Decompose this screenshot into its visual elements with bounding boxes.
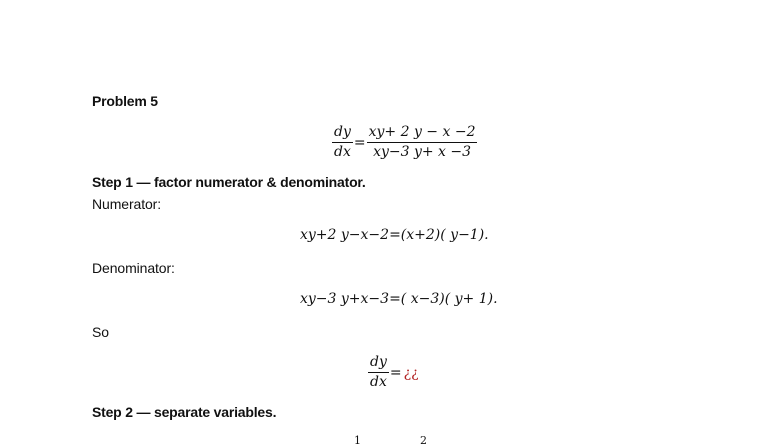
so-equation: [368, 354, 420, 391]
main-equation: [332, 124, 477, 161]
so-rhs-error-glyphs: ¿¿: [403, 364, 419, 381]
numerator-label: Numerator:: [92, 196, 162, 212]
main-lhs-numerator: dy: [332, 124, 353, 143]
so-equals-sign: =: [389, 364, 402, 381]
so-lhs-denominator: dx: [370, 374, 387, 390]
problem-title: Problem 5: [92, 93, 158, 109]
main-lhs-fraction: [332, 124, 353, 161]
partial-glyph-right: 2: [420, 434, 427, 447]
step2-heading: Step 2 — separate variables.: [92, 404, 277, 420]
so-lhs-fraction: [368, 354, 389, 391]
so-label: So: [92, 324, 109, 340]
main-rhs-fraction: [367, 124, 478, 161]
numerator-factorization: xy+2 y−x−2=(x+2)( y−1).: [300, 227, 489, 243]
denominator-factorization: xy−3 y+x−3=( x−3)( y+ 1).: [300, 291, 498, 307]
main-rhs-denominator: xy−3 y+ x −3: [373, 144, 472, 160]
main-rhs-numerator: xy+ 2 y − x −2: [367, 124, 478, 143]
partial-glyph-left: 1: [354, 434, 361, 447]
denominator-label: Denominator:: [92, 260, 175, 276]
step1-heading: Step 1 — factor numerator & denominator.: [92, 174, 366, 190]
main-equals-sign: =: [353, 134, 366, 151]
main-lhs-denominator: dx: [334, 144, 351, 160]
so-lhs-numerator: dy: [368, 354, 389, 373]
